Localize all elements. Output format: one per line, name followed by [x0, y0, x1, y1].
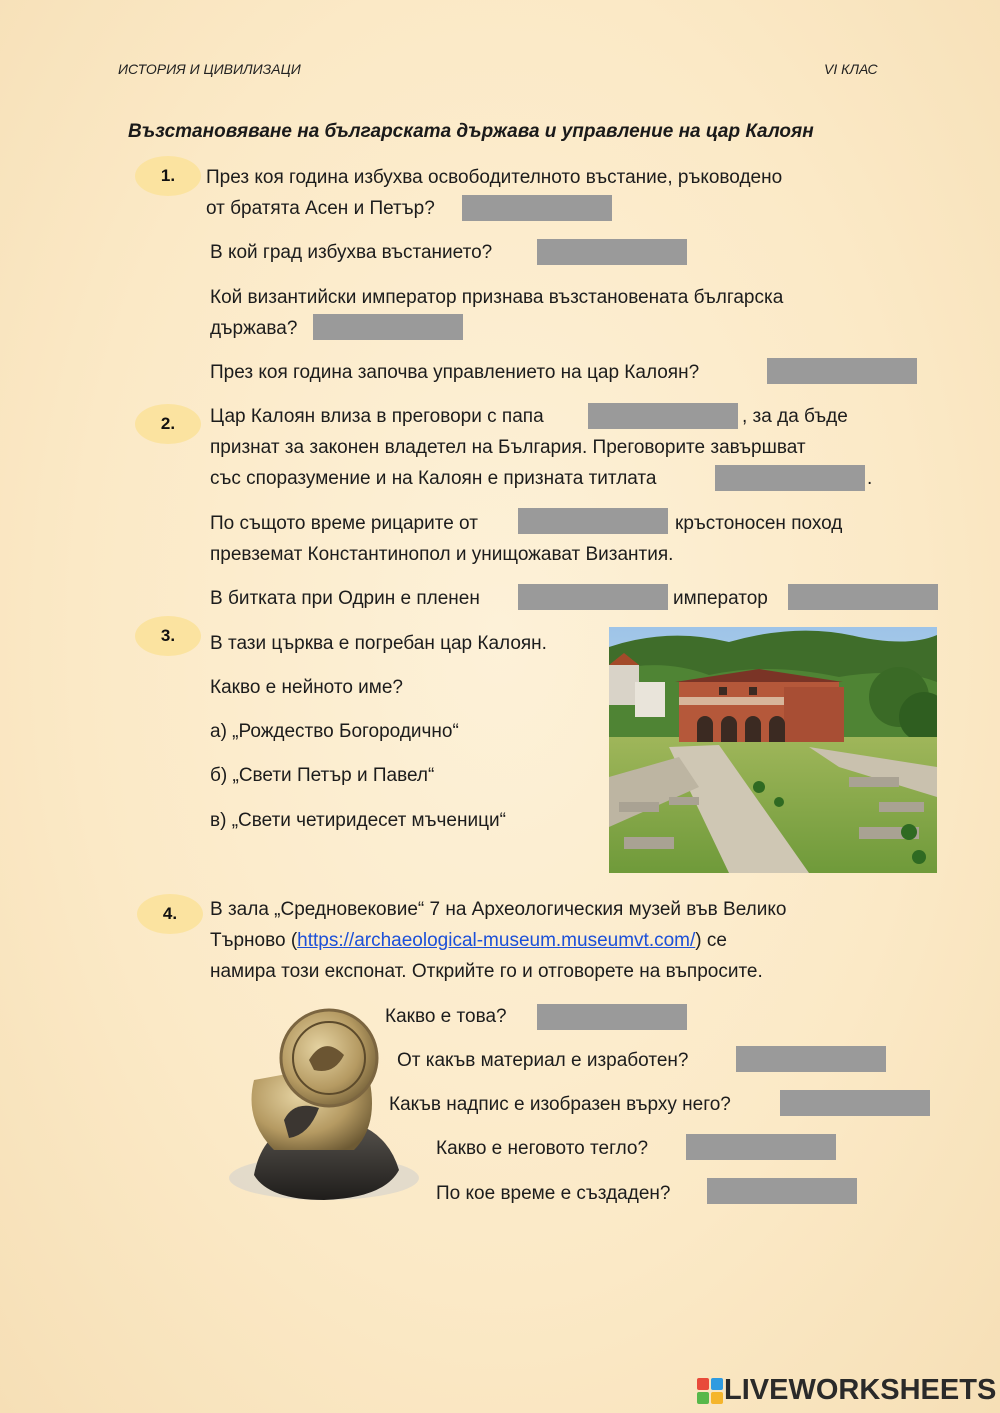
q4-material-text: От какъв материал е изработен?	[397, 1050, 689, 1071]
answer-field-inscription[interactable]	[780, 1090, 930, 1116]
q3-option-c[interactable]: в) „Свети четиридесет мъченици“	[210, 810, 506, 831]
q3-church-text: В тази църква е погребан цар Калоян.	[210, 633, 547, 654]
q2-constantinople-text: превземат Константинопол и унищожават Византия.	[210, 544, 674, 565]
q4-weight-text: Какво е неговото тегло?	[436, 1138, 649, 1159]
q1-year-text-2: от братята Асен и Петър?	[206, 198, 435, 219]
q2-crusade-text: По същото време рицарите от	[210, 513, 478, 534]
question-number-badge: 4.	[137, 894, 203, 934]
q1-year-text: През коя година избухва освободителното въстание, ръководено	[206, 167, 783, 188]
q4-museum-text-3: намира този експонат. Открийте го и отговорете на въпросите.	[210, 961, 763, 982]
q4-museum-text: В зала „Средновековие“ 7 на Археологическия музей във Велико	[210, 899, 787, 920]
q2-pope-text: Цар Калоян влиза в преговори с папа	[210, 406, 544, 427]
museum-link[interactable]: https://archaeological-museum.museumvt.com/	[297, 930, 696, 951]
answer-field-date[interactable]	[707, 1178, 857, 1204]
answer-field-captured-emperor-name[interactable]	[788, 584, 938, 610]
q3-question-text: Какво е нейното име?	[210, 677, 403, 698]
answer-field-crusade[interactable]	[518, 508, 668, 534]
q1-city-text: В кой град избухва въстанието?	[210, 242, 493, 263]
q1-emperor-text-2: държава?	[210, 318, 298, 339]
q2-title-text: със споразумение и на Калоян е призната титлата	[210, 468, 657, 489]
answer-field-title[interactable]	[715, 465, 865, 491]
question-number-badge: 3.	[135, 616, 201, 656]
liveworksheets-logo-text: LIVEWORKSHEETS	[724, 1374, 997, 1406]
q4-inscription-text: Какъв надпис е изобразен върху него?	[389, 1094, 731, 1115]
answer-field-uprising-city[interactable]	[537, 239, 687, 265]
question-number-badge: 2.	[135, 404, 201, 444]
q2-pope-text-2: , за да бъде	[742, 406, 848, 427]
answer-field-pope[interactable]	[588, 403, 738, 429]
answer-field-byzantine-emperor[interactable]	[313, 314, 463, 340]
q3-option-b[interactable]: б) „Свети Петър и Павел“	[210, 765, 435, 786]
answer-field-material[interactable]	[736, 1046, 886, 1072]
q2-crusade-text-2: кръстоносен поход	[675, 513, 843, 534]
q1-emperor-text: Кой византийски император признава възстановената българска	[210, 287, 784, 308]
q2-negotiation-text: признат за законен владетел на България. Преговорите завършват	[210, 437, 806, 458]
question-number-badge: 1.	[135, 156, 201, 196]
answer-field-reign-year[interactable]	[767, 358, 917, 384]
answer-field-uprising-year[interactable]	[462, 195, 612, 221]
answer-field-weight[interactable]	[686, 1134, 836, 1160]
q2-battle-text-2: император	[673, 588, 768, 609]
q4-date-text: По кое време е създаден?	[436, 1183, 671, 1204]
grade-header: VI КЛАС	[824, 61, 878, 77]
q1-reign-text: През коя година започва управлението на цар Калоян?	[210, 362, 700, 383]
q4-what-text: Какво е това?	[385, 1006, 507, 1027]
subject-header: ИСТОРИЯ И ЦИВИЛИЗАЦИ	[118, 61, 301, 77]
q2-battle-text: В битката при Одрин е пленен	[210, 588, 480, 609]
q4-link-suffix: ) се	[695, 930, 727, 951]
answer-field-captured-emperor-origin[interactable]	[518, 584, 668, 610]
q4-museum-text-2	[210, 925, 727, 956]
page-title: Възстановяване на българската държава и управление на цар Калоян	[128, 121, 814, 142]
q2-title-period: .	[867, 468, 873, 489]
liveworksheets-logo-icon	[697, 1378, 723, 1404]
church-photo	[609, 627, 937, 873]
answer-field-what[interactable]	[537, 1004, 687, 1030]
q3-option-a[interactable]: а) „Рождество Богородично“	[210, 721, 459, 742]
q4-link-prefix: Търново (	[210, 930, 298, 951]
